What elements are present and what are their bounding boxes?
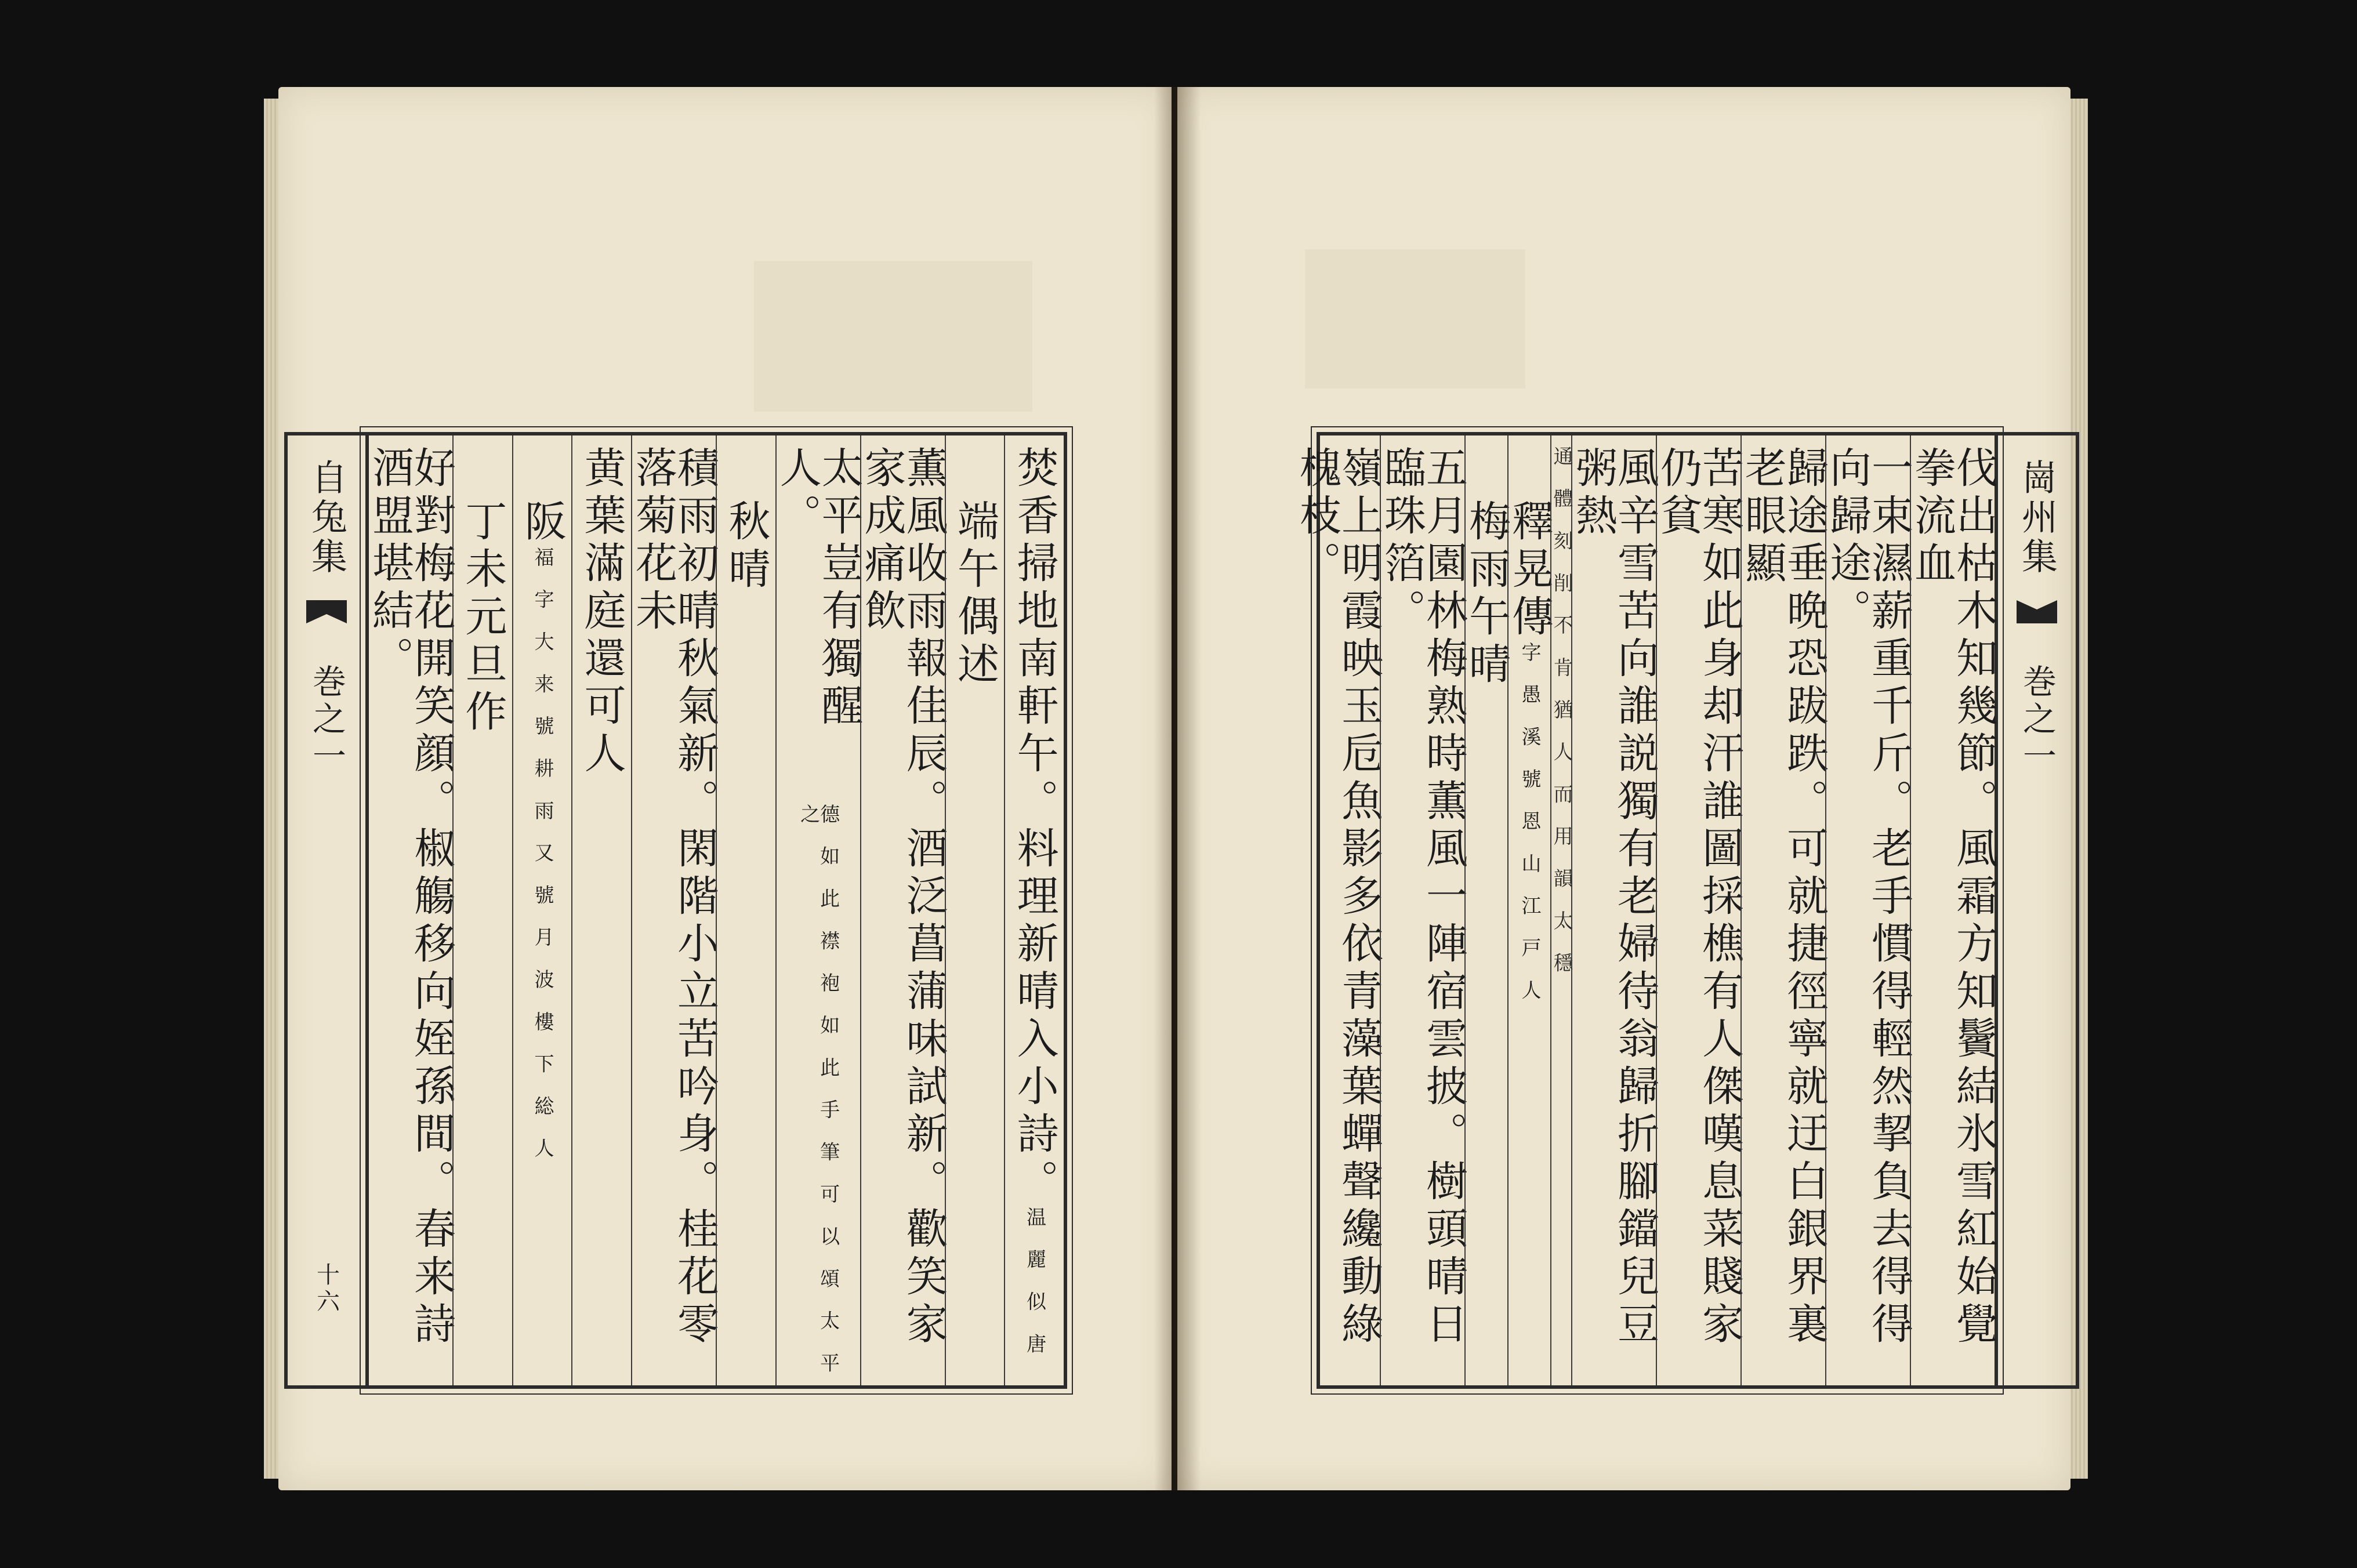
text-column: 積雨初晴秋氣新。閑階小立苦吟身。桂花零落菊花未	[631, 435, 716, 1385]
right-columns	[1293, 435, 1998, 1385]
folio-number: 十六	[313, 1262, 340, 1316]
text-column: 焚香掃地南軒午。料理新晴入小詩。 温 麗 似 唐	[1004, 435, 1064, 1385]
commentary-column: 通 體 刻 削 不 肯 猶 人 而 用 韻 太 穩	[1550, 435, 1571, 1385]
text-column: 嶺上明霞映玉卮魚影多依青藻葉蟬聲纔動綠槐枝。	[1293, 446, 1383, 1349]
poem-title: 秋晴	[716, 435, 775, 1385]
left-columns	[365, 435, 1064, 1385]
right-text-frame	[1293, 432, 1998, 1389]
text-column: 好對梅花開笑顔。椒觴移向姪孫間。春来詩酒盟堪結。	[365, 446, 456, 1349]
right-margin-strip	[1998, 432, 2079, 1389]
volume-label: 巻之一	[307, 664, 346, 775]
poem-title: 丁未元旦作	[452, 435, 512, 1385]
text-column: 五月園林梅熟時薫風一陣宿雲披。樹頭晴日臨珠箔。	[1380, 435, 1464, 1385]
poem-title: 梅雨午晴	[1464, 435, 1507, 1385]
bleed-through	[754, 261, 1032, 412]
volume-label: 巻之一	[2017, 664, 2057, 775]
book-gutter	[1154, 87, 1201, 1490]
text-column: 歸途垂晩恐跋跌。可就捷徑寧就迂白銀界裏老眼顯	[1740, 435, 1825, 1385]
bleed-through	[1305, 249, 1525, 389]
author-entry: 阪 福 字 大 来 號 耕 雨 又 號 月 波 樓 下 総 人	[512, 435, 572, 1385]
text-column: 太平豈有獨醒人。 德 如 此 襟 袍 如 此 手 筆 可 以 頌 太 平 之	[775, 435, 860, 1385]
author-entry: 釋晃傳 字 愚 溪 號 恩 山 江 戸 人	[1507, 435, 1550, 1385]
left-margin-strip	[284, 432, 365, 1389]
fish-tail-mark-icon	[2017, 600, 2057, 623]
text-column: 風辛雪苦向誰説獨有老婦待翁歸折腳鐺兒豆粥熱	[1571, 435, 1656, 1385]
book-title: 自兔集	[305, 459, 348, 577]
text-column: 一束濕薪重千斤。老手慣得輕然挈負去得得向歸途。	[1825, 435, 1910, 1385]
book-title: 崗州集	[2015, 459, 2058, 577]
text-column: 薫風收雨報佳辰。酒泛菖蒲味試新。歡笑家家成痛飲	[860, 435, 945, 1385]
left-text-frame	[365, 432, 1067, 1389]
text-column: 黄葉滿庭還可人	[571, 435, 631, 1385]
fish-tail-mark-icon	[306, 600, 347, 623]
poem-title: 端午偶述	[945, 435, 1005, 1385]
text-column: 苦寒如此身却汗誰圖採樵有人傑嘆息菜賤家仍貧	[1656, 435, 1740, 1385]
text-column: 伐出枯木知幾節。風霜方知鬢結氷雪紅始覺拳流血	[1910, 435, 1995, 1385]
